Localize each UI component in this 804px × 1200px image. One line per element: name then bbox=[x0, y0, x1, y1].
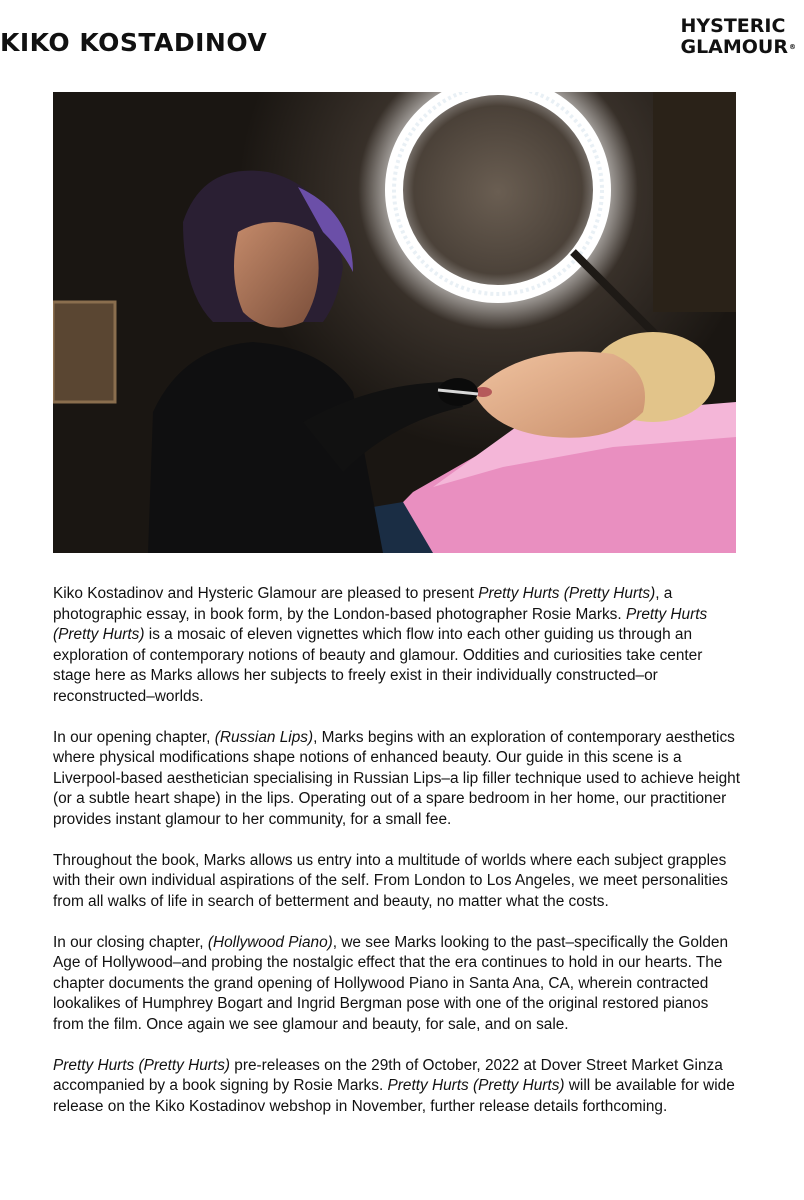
body-paragraph bbox=[53, 851, 743, 913]
text-segment: , a photographic essay, in book form, by the London-based photographer Rosie Marks. bbox=[53, 585, 673, 623]
mirror-frame bbox=[653, 92, 736, 312]
logo-line-2 bbox=[680, 37, 796, 58]
logo-line-2-text: GLAMOUR bbox=[680, 36, 788, 58]
body-paragraph bbox=[53, 584, 743, 707]
registered-mark: ® bbox=[789, 43, 796, 51]
text-segment: will be available for wide release on the Kiko Kostadinov webshop in November, further release details forthcoming. bbox=[53, 1077, 735, 1115]
text-segment: is a mosaic of eleven vignettes which flow into each other guiding us through an exploration of contemporary notions of beauty and glamour. Oddities and curiosities take center stage here as Marks allows her subjects to freely exist in their individually constructed–or reconstructed–worlds. bbox=[53, 626, 703, 705]
press-release-body bbox=[53, 584, 743, 1138]
italic-title-segment: (Russian Lips) bbox=[214, 728, 314, 746]
text-segment: Throughout the book, Marks allows us entry into a multitude of worlds where each subject grapples with their own individual aspirations of the self. From London to Los Angeles, we meet personalities from all walks of life in search of betterment and beauty, no matter what the costs. bbox=[53, 851, 728, 910]
body-paragraph bbox=[53, 933, 743, 1036]
kiko-kostadinov-logo: KIKO KOSTADINOV bbox=[0, 28, 268, 57]
italic-title-segment: Pretty Hurts (Pretty Hurts) bbox=[53, 605, 708, 643]
text-segment: In our closing chapter, bbox=[53, 933, 208, 951]
hero-photo bbox=[53, 92, 736, 553]
italic-title-segment: Pretty Hurts (Pretty Hurts) bbox=[387, 1077, 565, 1094]
body-paragraph bbox=[53, 728, 743, 831]
photo-illustration bbox=[53, 92, 736, 553]
body-paragraph bbox=[53, 1056, 743, 1118]
hysteric-glamour-logo bbox=[680, 16, 796, 58]
text-segment: , we see Marks looking to the past–specifically the Golden Age of Hollywood–and probing the nostalgic effect that the era continues to hold in our hearts. The chapter documents the grand opening of Hollywood Piano in Santa Ana, CA, wherein contracted lookalikes of Humphrey Bogart and Ingrid Bergman pose with one of the original restored pianos from the film. Once again we see glamour and beauty, for sale, and on sale. bbox=[53, 933, 728, 1033]
italic-title-segment: Pretty Hurts (Pretty Hurts) bbox=[53, 1056, 231, 1074]
logo-line-1: HYSTERIC bbox=[680, 15, 786, 37]
text-segment: Kiko Kostadinov and Hysteric Glamour are pleased to present bbox=[53, 585, 479, 602]
italic-title-segment: (Hollywood Piano) bbox=[207, 933, 333, 951]
italic-title-segment: Pretty Hurts (Pretty Hurts) bbox=[478, 585, 656, 602]
text-segment: , Marks begins with an exploration of contemporary aesthetics where physical modifications shape notions of enhanced beauty. Our guide in this scene is a Liverpool-based aesthetician specialising in Russian Lips–a lip filler technique used to achieve height (or a subtle heart shape) in the lips. Operating out of a spare bedroom in her home, our practitioner provides instant glamour to her community, for a small fee. bbox=[53, 728, 741, 828]
practitioner-face bbox=[234, 222, 319, 328]
text-segment: In our opening chapter, bbox=[53, 728, 215, 746]
text-segment: pre-releases on the 29th of October, 2022 at Dover Street Market Ginza accompanied by a book signing by Rosie Marks. bbox=[53, 1056, 723, 1094]
wall-frame bbox=[53, 302, 115, 402]
